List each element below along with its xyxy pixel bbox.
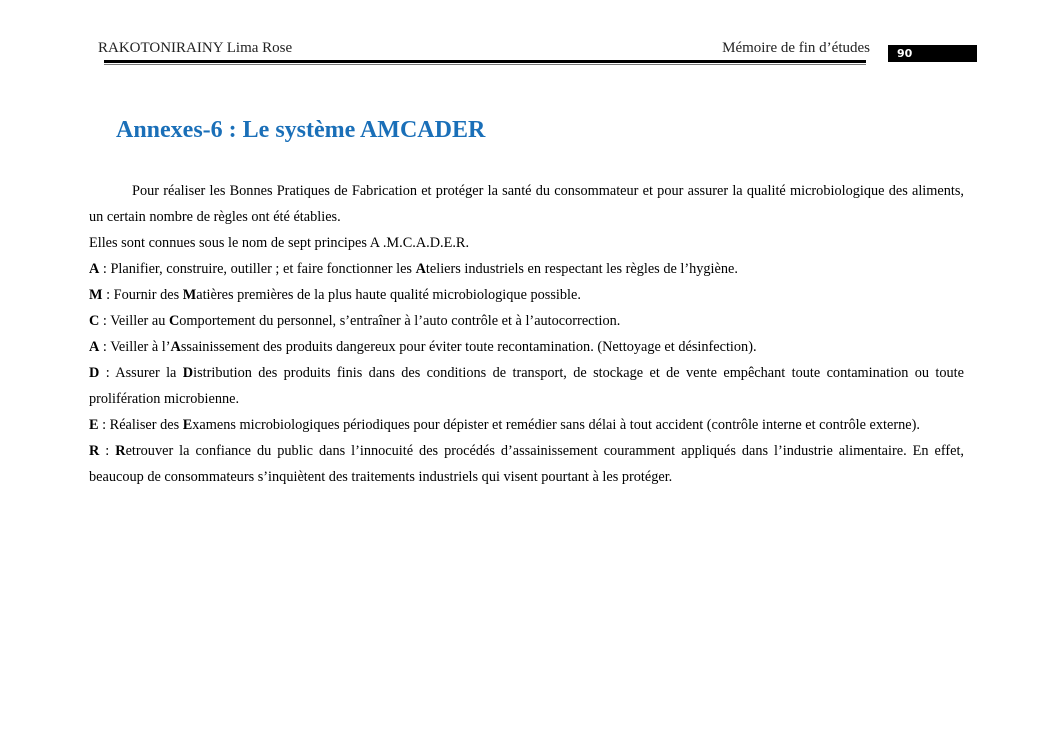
header-divider-shadow bbox=[104, 64, 866, 65]
header-divider bbox=[104, 60, 866, 63]
principle-text: teliers industriels en respectant les règles de l’hygiène. bbox=[425, 261, 738, 277]
principle-text: atières premières de la plus haute qualité microbiologique possible. bbox=[196, 287, 581, 303]
principle-key-letter: D bbox=[182, 365, 194, 381]
principle-letter: M bbox=[89, 287, 103, 303]
principle-text: omportement du personnel, s’entraîner à l’auto contrôle et à l’autocorrection. bbox=[179, 313, 621, 329]
principle-lead: : Fournir des bbox=[102, 287, 183, 303]
principle-letter: D bbox=[89, 365, 100, 381]
principle-lead: : Veiller au bbox=[99, 313, 169, 329]
principle-lead: : Veiller à l’ bbox=[99, 339, 171, 355]
principle-item bbox=[89, 334, 964, 360]
principle-item bbox=[89, 412, 964, 438]
page-number-badge: 90 bbox=[888, 45, 977, 62]
principle-text: ssainissement des produits dangereux pour éviter toute recontamination. (Nettoyage et désinfection). bbox=[180, 339, 757, 355]
page-title: Annexes-6 : Le système AMCADER bbox=[116, 117, 486, 143]
principle-item bbox=[89, 256, 964, 282]
principles-intro: Elles sont connues sous le nom de sept principes A .M.C.A.D.E.R. bbox=[89, 235, 470, 251]
principle-item bbox=[89, 308, 964, 334]
principle-letter: A bbox=[89, 261, 100, 277]
principle-key-letter: A bbox=[415, 261, 426, 277]
principle-letter: E bbox=[89, 417, 99, 433]
principle-lead: : bbox=[99, 443, 116, 459]
principle-lead: : Planifier, construire, outiller ; et faire fonctionner les bbox=[99, 261, 416, 277]
header-author: RAKOTONIRAINY Lima Rose bbox=[98, 40, 293, 56]
principle-item bbox=[89, 282, 964, 308]
principle-letter: A bbox=[89, 339, 100, 355]
principle-text: istribution des produits finis dans des conditions de transport, de stockage et de vente empêchant toute contamination ou toute prolifération microbienne. bbox=[89, 365, 964, 407]
principle-item bbox=[89, 360, 964, 412]
principle-letter: C bbox=[89, 313, 100, 329]
document-body bbox=[89, 178, 964, 490]
principle-key-letter: M bbox=[182, 287, 197, 303]
principle-key-letter: A bbox=[170, 339, 181, 355]
principle-item bbox=[89, 438, 964, 490]
principle-key-letter: C bbox=[168, 313, 180, 329]
principle-key-letter: E bbox=[182, 417, 193, 433]
principle-lead: : Assurer la bbox=[99, 365, 183, 381]
header-document-type: Mémoire de fin d’études bbox=[722, 40, 870, 56]
principle-key-letter: R bbox=[115, 443, 126, 459]
principle-lead: : Réaliser des bbox=[98, 417, 183, 433]
intro-paragraph: Pour réaliser les Bonnes Pratiques de Fabrication et protéger la santé du consommateur et pour assurer la qualité microbiologique des aliments, un certain nombre de règles ont été établies. bbox=[89, 183, 964, 225]
principle-letter: R bbox=[89, 443, 100, 459]
principle-text: etrouver la confiance du public dans l’innocuité des procédés d’assainissement couramment appliqués dans l’industrie alimentaire. En effet, beaucoup de consommateurs s’inquiètent des traitements industriels qui visent pourtant à les protéger. bbox=[89, 443, 964, 485]
principle-text: xamens microbiologiques périodiques pour dépister et remédier sans délai à tout accident (contrôle interne et contrôle externe). bbox=[192, 417, 920, 433]
